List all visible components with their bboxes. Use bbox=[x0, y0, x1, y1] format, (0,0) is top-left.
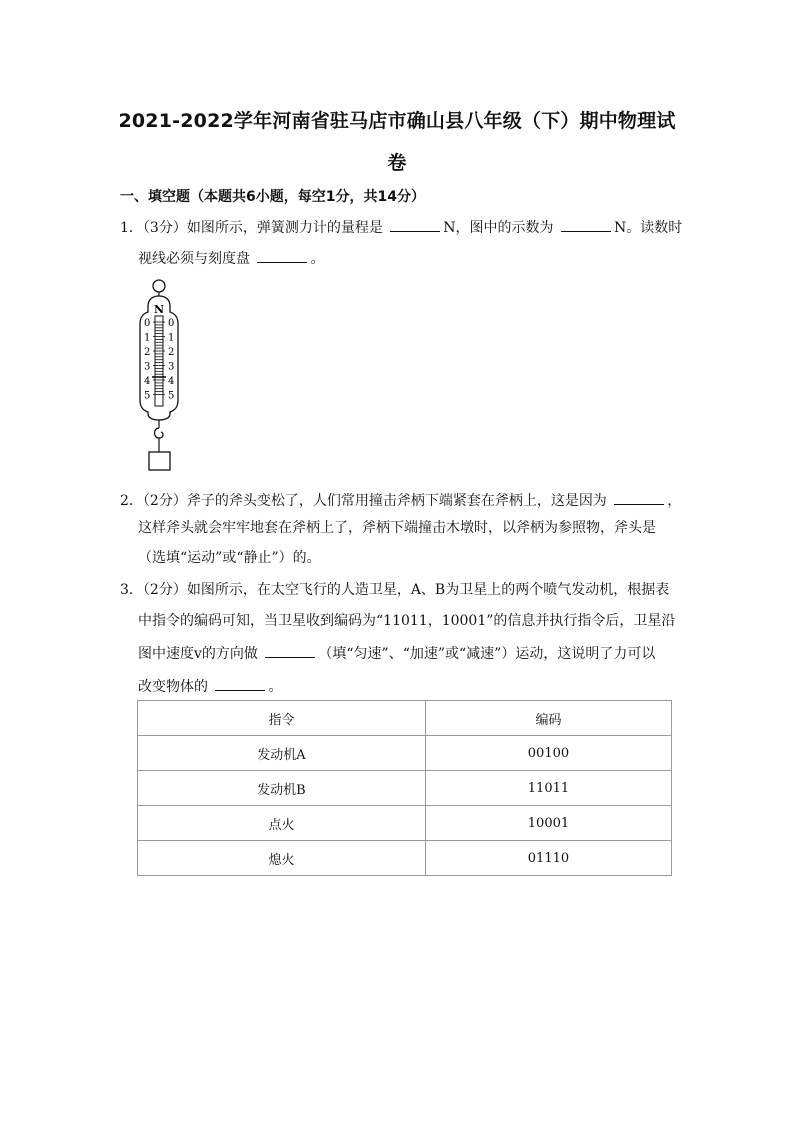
table-cell: 熄火 bbox=[138, 841, 426, 876]
scale-label-left: 3 bbox=[144, 361, 151, 373]
q1-blank-reading[interactable] bbox=[561, 217, 611, 232]
q1-text-d: 视线必须与刻度盘 bbox=[138, 251, 250, 267]
scale-spring bbox=[155, 316, 163, 406]
scale-label-right: 1 bbox=[168, 332, 175, 344]
scale-label-left: 0 bbox=[144, 318, 151, 329]
q2-text-a: 2．（2分）斧子的斧头变松了，人们常用撞击斧柄下端紧套在斧柄上，这是因为 bbox=[120, 493, 607, 509]
question-1-line-1 bbox=[120, 217, 682, 238]
table-cell: 发动机A bbox=[138, 736, 426, 771]
q3-blank-effect[interactable] bbox=[215, 676, 265, 691]
question-2-line-1 bbox=[120, 490, 681, 511]
table-header-row bbox=[138, 701, 672, 736]
scale-ring bbox=[153, 280, 165, 292]
q3-blank-motion[interactable] bbox=[265, 643, 315, 658]
scale-label-right: 3 bbox=[168, 361, 175, 373]
question-3-line-1: 3．（2分）如图所示，在太空飞行的人造卫星，A、B为卫星上的两个喷气发动机，根据表 bbox=[120, 582, 670, 598]
table-header-cell: 指令 bbox=[138, 701, 426, 736]
document-title-line2: 卷 bbox=[387, 152, 407, 174]
scale-label-left: 1 bbox=[144, 332, 151, 344]
scale-label-right: 4 bbox=[168, 376, 175, 387]
q2-blank-reason[interactable] bbox=[614, 490, 664, 505]
question-3-line-2: 中指令的编码可知，当卫星收到编码为“11011，10001”的信息并执行指令后，卫星沿 bbox=[138, 613, 676, 629]
scale-unit-label: N bbox=[153, 303, 165, 316]
table-cell: 00100 bbox=[425, 736, 671, 771]
spring-scale-figure bbox=[130, 276, 190, 476]
scale-label-left: 4 bbox=[144, 376, 151, 387]
table-cell: 发动机B bbox=[138, 771, 426, 806]
question-3-line-3 bbox=[138, 643, 655, 664]
scale-label-right: 5 bbox=[168, 390, 175, 402]
question-3-line-4 bbox=[138, 676, 282, 697]
q1-text-e: 。 bbox=[310, 251, 325, 267]
q1-blank-sightline[interactable] bbox=[257, 248, 307, 263]
q3-text-c: 改变物体的 bbox=[138, 679, 208, 695]
scale-label-left: 2 bbox=[144, 347, 151, 358]
hanging-weight bbox=[149, 452, 170, 470]
q2-text-b: ， bbox=[667, 493, 682, 509]
section-heading: 一、填空题（本题共6小题，每空1分，共14分） bbox=[120, 189, 425, 205]
table-header-cell: 编码 bbox=[425, 701, 671, 736]
table-cell: 10001 bbox=[425, 806, 671, 841]
q1-text-c: N。读数时 bbox=[613, 220, 683, 236]
q1-blank-range[interactable] bbox=[390, 217, 440, 232]
table-cell: 11011 bbox=[425, 771, 671, 806]
document-title-line1: 2021-2022学年河南省驻马店市确山县八年级（下）期中物理试 bbox=[118, 110, 676, 132]
question-2-line-3: （选填“运动”或“静止”）的。 bbox=[138, 550, 321, 566]
question-1-line-2 bbox=[138, 248, 324, 269]
q1-text-b: N，图中的示数为 bbox=[443, 220, 554, 236]
question-2-line-2: 这样斧头就会牢牢地套在斧柄上了，斧柄下端撞击木墩时，以斧柄为参照物，斧头是 bbox=[138, 520, 656, 536]
q3-text-a: 图中速度v的方向做 bbox=[138, 646, 258, 662]
scale-label-right: 0 bbox=[168, 318, 175, 329]
scale-label-right: 2 bbox=[168, 347, 175, 358]
q1-text-a: 1．（3分）如图所示，弹簧测力计的量程是 bbox=[120, 220, 383, 236]
table-row bbox=[138, 736, 672, 771]
table-cell: 点火 bbox=[138, 806, 426, 841]
scale-hook bbox=[155, 428, 164, 438]
table-row bbox=[138, 806, 672, 841]
table-row bbox=[138, 841, 672, 876]
table-cell: 01110 bbox=[425, 841, 671, 876]
scale-label-left: 5 bbox=[144, 390, 151, 402]
table-row bbox=[138, 771, 672, 806]
q3-text-d: 。 bbox=[268, 679, 283, 695]
q3-text-b: （填“匀速”、“加速”或“减速”）运动，这说明了力可以 bbox=[318, 646, 656, 662]
command-code-table bbox=[137, 700, 672, 876]
